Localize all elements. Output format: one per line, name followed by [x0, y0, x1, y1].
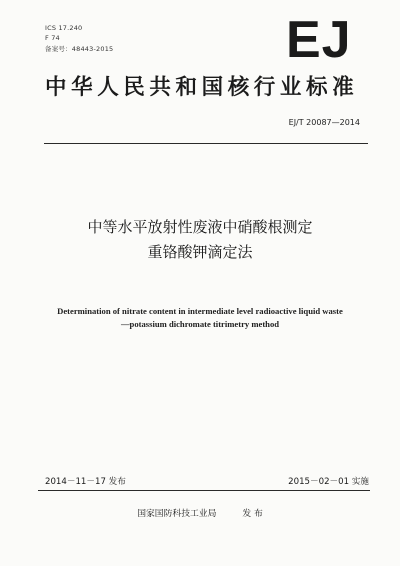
ccs-number: F 74 [45, 34, 60, 42]
ics-number: ICS 17.240 [45, 24, 83, 32]
bottom-divider [38, 490, 370, 491]
chinese-title-line1: 中等水平放射性废液中硝酸根测定 [87, 218, 313, 236]
publisher-name: 国家国防科技工业局 [137, 509, 217, 519]
filing-number: 备案号：48443-2015 [45, 45, 114, 53]
issue-date: 2014－11－17 发布 [45, 477, 126, 487]
english-title-line1: Determination of nitrate content in intermediate level radioactive liquid waste [57, 306, 343, 316]
implementation-date: 2015－02－01 实施 [288, 477, 369, 487]
publisher-action: 发 布 [242, 509, 263, 519]
standard-logo: EJ [286, 11, 352, 69]
top-divider [44, 143, 368, 144]
chinese-title-line2: 重铬酸钾滴定法 [147, 243, 253, 261]
standard-code: EJ/T 20087—2014 [288, 118, 360, 127]
english-title-line2: —potassium dichromate titrimetry method [120, 319, 280, 329]
issuer-title: 中华人民共和国核行业标准 [45, 75, 359, 100]
publisher-line [0, 506, 400, 519]
